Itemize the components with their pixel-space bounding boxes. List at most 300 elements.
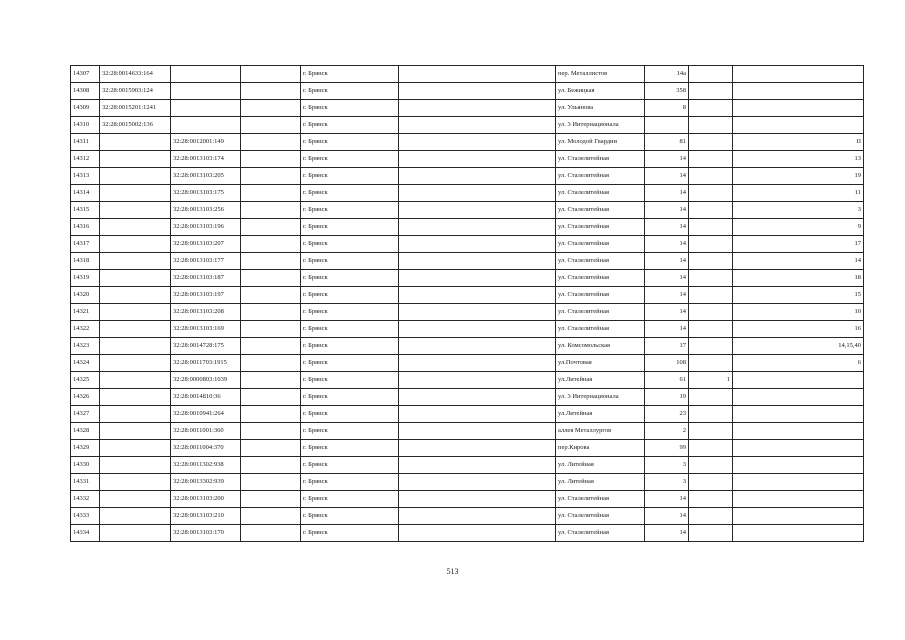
cell-cad-a (100, 389, 171, 406)
cell-house: 2 (645, 423, 689, 440)
cell-empty (241, 83, 301, 100)
cell-cad-b (171, 83, 241, 100)
cell-extra (733, 66, 864, 83)
cell-id: 14317 (71, 236, 100, 253)
table-row (71, 304, 864, 321)
cell-cad-b: 32:28:0014728:175 (171, 338, 241, 355)
cell-empty (241, 253, 301, 270)
cell-empty (399, 508, 556, 525)
cell-house: 8 (645, 100, 689, 117)
cell-house: 14 (645, 491, 689, 508)
table-row (71, 457, 864, 474)
cell-extra (733, 508, 864, 525)
cell-empty (399, 202, 556, 219)
cell-apt (689, 236, 733, 253)
cell-apt (689, 406, 733, 423)
cell-cad-b: 32:28:0013103:207 (171, 236, 241, 253)
table-row (71, 83, 864, 100)
cell-id: 14318 (71, 253, 100, 270)
cell-cad-b: 32:28:0011001:360 (171, 423, 241, 440)
cell-city: г. Брянск (301, 253, 399, 270)
cell-cad-a (100, 423, 171, 440)
cell-empty (241, 134, 301, 151)
cell-house: 14 (645, 219, 689, 236)
cell-id: 14324 (71, 355, 100, 372)
cell-cad-b: 32:28:0010941:264 (171, 406, 241, 423)
cell-street: ул. Бежицкая (556, 83, 645, 100)
table-row (71, 270, 864, 287)
cell-empty (241, 219, 301, 236)
cell-empty (399, 287, 556, 304)
cell-cad-a (100, 508, 171, 525)
cell-empty (399, 474, 556, 491)
cell-street: ул. Молодой Гвардии (556, 134, 645, 151)
cell-id: 14311 (71, 134, 100, 151)
cell-empty (241, 117, 301, 134)
table-row (71, 100, 864, 117)
cell-id: 14332 (71, 491, 100, 508)
cell-house: 14 (645, 236, 689, 253)
cell-cad-b: 32:28:0011302:938 (171, 457, 241, 474)
cell-id: 14312 (71, 151, 100, 168)
cell-empty (399, 270, 556, 287)
cell-cad-a (100, 525, 171, 542)
cell-apt (689, 355, 733, 372)
cell-house (645, 117, 689, 134)
cell-city: г. Брянск (301, 117, 399, 134)
cell-empty (241, 185, 301, 202)
cell-cad-b: 32:28:0013103:205 (171, 168, 241, 185)
cell-empty (241, 270, 301, 287)
cell-city: г. Брянск (301, 236, 399, 253)
cell-extra: 17 (733, 236, 864, 253)
cell-empty (241, 423, 301, 440)
cell-id: 14310 (71, 117, 100, 134)
cell-city: г. Брянск (301, 389, 399, 406)
cell-extra (733, 525, 864, 542)
cell-cad-b: 32:28:0013103:196 (171, 219, 241, 236)
cell-house: 14 (645, 304, 689, 321)
cell-cad-a (100, 219, 171, 236)
cell-city: г. Брянск (301, 321, 399, 338)
cell-cad-b: 32:28:0013103:169 (171, 321, 241, 338)
cell-extra (733, 117, 864, 134)
cell-extra: 13 (733, 151, 864, 168)
cell-street: ул. Сталелитейная (556, 185, 645, 202)
cell-house: 19 (645, 389, 689, 406)
cell-empty (241, 491, 301, 508)
cell-cad-a (100, 440, 171, 457)
cell-empty (241, 287, 301, 304)
cell-street: ул. Сталелитейная (556, 508, 645, 525)
cell-empty (399, 219, 556, 236)
cell-house: 14 (645, 321, 689, 338)
table-row (71, 321, 864, 338)
cell-cad-a (100, 236, 171, 253)
cell-cad-a: 32:28:0015903:124 (100, 83, 171, 100)
cell-apt (689, 423, 733, 440)
cell-cad-b: 32:28:0013302:939 (171, 474, 241, 491)
cell-id: 14322 (71, 321, 100, 338)
cell-cad-a (100, 372, 171, 389)
cell-extra: 18 (733, 270, 864, 287)
cell-city: г. Брянск (301, 134, 399, 151)
table-row (71, 491, 864, 508)
cell-id: 14328 (71, 423, 100, 440)
cell-id: 14315 (71, 202, 100, 219)
cell-apt (689, 270, 733, 287)
table-row (71, 440, 864, 457)
table-row (71, 355, 864, 372)
cell-city: г. Брянск (301, 355, 399, 372)
cell-extra: 16 (733, 321, 864, 338)
cell-city: г. Брянск (301, 491, 399, 508)
cell-empty (241, 66, 301, 83)
cell-extra: 15 (733, 287, 864, 304)
cell-extra (733, 440, 864, 457)
cell-empty (399, 440, 556, 457)
cell-empty (241, 100, 301, 117)
cell-house: 17 (645, 338, 689, 355)
cell-city: г. Брянск (301, 474, 399, 491)
cell-city: г. Брянск (301, 287, 399, 304)
cell-empty (241, 304, 301, 321)
table-row (71, 253, 864, 270)
cell-house: 14 (645, 185, 689, 202)
table-row (71, 202, 864, 219)
cell-house: 99 (645, 440, 689, 457)
cell-house: 14 (645, 151, 689, 168)
cell-cad-b: 32:28:0000803:1039 (171, 372, 241, 389)
cell-street: ул. Комсомольская (556, 338, 645, 355)
cell-cad-a: 32:28:0015201:1241 (100, 100, 171, 117)
cell-house: 14 (645, 270, 689, 287)
cell-apt (689, 321, 733, 338)
cell-apt (689, 474, 733, 491)
cell-street: ул. Сталелитейная (556, 287, 645, 304)
cell-apt (689, 134, 733, 151)
cell-apt (689, 66, 733, 83)
cell-extra (733, 406, 864, 423)
cell-extra: 10 (733, 304, 864, 321)
cell-empty (399, 389, 556, 406)
cell-empty (241, 457, 301, 474)
cell-cad-a (100, 457, 171, 474)
table-row (71, 287, 864, 304)
cell-house: 3 (645, 474, 689, 491)
cell-cad-a (100, 287, 171, 304)
cell-cad-a (100, 151, 171, 168)
cell-extra: 14 (733, 253, 864, 270)
table-row (71, 525, 864, 542)
cell-extra (733, 474, 864, 491)
cell-street: аллея Металлургов (556, 423, 645, 440)
cell-city: г. Брянск (301, 270, 399, 287)
cell-empty (399, 66, 556, 83)
cell-extra: 3 (733, 202, 864, 219)
cell-empty (241, 168, 301, 185)
cell-cad-b: 32:28:0013103:174 (171, 151, 241, 168)
cell-house: 358 (645, 83, 689, 100)
cell-id: 14326 (71, 389, 100, 406)
table-row (71, 66, 864, 83)
cell-id: 14325 (71, 372, 100, 389)
cell-city: г. Брянск (301, 202, 399, 219)
cell-city: г. Брянск (301, 304, 399, 321)
cell-empty (241, 321, 301, 338)
cell-city: г. Брянск (301, 83, 399, 100)
table-row (71, 117, 864, 134)
cell-id: 14330 (71, 457, 100, 474)
cell-empty (241, 440, 301, 457)
cell-empty (399, 321, 556, 338)
cell-empty (399, 372, 556, 389)
table-row (71, 423, 864, 440)
table-body (71, 66, 864, 542)
cell-cad-a (100, 321, 171, 338)
cell-empty (241, 151, 301, 168)
cell-extra: 11 (733, 185, 864, 202)
cell-house: 81 (645, 134, 689, 151)
cell-id: 14334 (71, 525, 100, 542)
cell-id: 14321 (71, 304, 100, 321)
cell-house: 3 (645, 457, 689, 474)
cell-street: ул. Сталелитейная (556, 236, 645, 253)
cell-apt (689, 440, 733, 457)
cell-empty (399, 304, 556, 321)
cell-house: 14а (645, 66, 689, 83)
cell-empty (399, 100, 556, 117)
cell-apt (689, 253, 733, 270)
cell-empty (241, 202, 301, 219)
cell-cad-a (100, 474, 171, 491)
cell-cad-a (100, 134, 171, 151)
cell-street: ул. Литейная (556, 474, 645, 491)
cell-street: пер. Металлистов (556, 66, 645, 83)
page-number: 513 (446, 567, 459, 576)
cell-empty (241, 508, 301, 525)
cell-street: ул. Сталелитейная (556, 525, 645, 542)
cell-cad-b: 32:28:0013103:197 (171, 287, 241, 304)
cell-cad-a (100, 270, 171, 287)
cell-street: ул. 3 Интернационала (556, 389, 645, 406)
cell-id: 14314 (71, 185, 100, 202)
cell-house: 23 (645, 406, 689, 423)
cell-city: г. Брянск (301, 440, 399, 457)
cell-empty (399, 117, 556, 134)
table-row (71, 151, 864, 168)
cell-empty (399, 338, 556, 355)
cell-house: 14 (645, 287, 689, 304)
cell-cad-b: 32:28:0013103:170 (171, 525, 241, 542)
cell-cad-a: 32:28:0014633:164 (100, 66, 171, 83)
cell-cad-a (100, 491, 171, 508)
cell-empty (241, 355, 301, 372)
cell-empty (241, 406, 301, 423)
cell-apt (689, 219, 733, 236)
cell-id: 14329 (71, 440, 100, 457)
cell-empty (399, 151, 556, 168)
cell-empty (241, 389, 301, 406)
cell-cad-b: 32:28:0011004:370 (171, 440, 241, 457)
cell-house: 14 (645, 508, 689, 525)
cell-empty (399, 185, 556, 202)
cell-city: г. Брянск (301, 168, 399, 185)
cell-empty (399, 525, 556, 542)
cell-cad-b: 32:28:0013103:177 (171, 253, 241, 270)
cell-street: ул. Литейная (556, 457, 645, 474)
cell-apt (689, 389, 733, 406)
table-row (71, 372, 864, 389)
cell-id: 14307 (71, 66, 100, 83)
cell-house: 14 (645, 525, 689, 542)
registry-table (70, 65, 864, 542)
cell-cad-b: 32:28:0011703:1915 (171, 355, 241, 372)
cell-city: г. Брянск (301, 406, 399, 423)
cell-city: г. Брянск (301, 185, 399, 202)
cell-street: ул. Сталелитейная (556, 270, 645, 287)
cell-apt (689, 457, 733, 474)
cell-extra (733, 457, 864, 474)
cell-id: 14331 (71, 474, 100, 491)
cell-empty (399, 236, 556, 253)
table-row (71, 389, 864, 406)
cell-city: г. Брянск (301, 219, 399, 236)
cell-id: 14308 (71, 83, 100, 100)
cell-empty (399, 491, 556, 508)
cell-street: ул. Сталелитейная (556, 253, 645, 270)
cell-empty (241, 474, 301, 491)
cell-cad-b: 32:28:0014810:36 (171, 389, 241, 406)
table-row (71, 219, 864, 236)
cell-apt (689, 117, 733, 134)
cell-city: г. Брянск (301, 66, 399, 83)
cell-extra: 14,15,40 (733, 338, 864, 355)
cell-empty (241, 372, 301, 389)
cell-empty (399, 253, 556, 270)
cell-extra (733, 389, 864, 406)
cell-cad-b: 32:28:0013103:256 (171, 202, 241, 219)
cell-cad-b: 32:28:0013103:208 (171, 304, 241, 321)
cell-cad-a (100, 253, 171, 270)
cell-extra: 9 (733, 219, 864, 236)
cell-empty (399, 134, 556, 151)
cell-id: 14319 (71, 270, 100, 287)
cell-cad-a (100, 406, 171, 423)
cell-city: г. Брянск (301, 372, 399, 389)
cell-extra: 6 (733, 355, 864, 372)
cell-apt (689, 304, 733, 321)
cell-street: ул. Сталелитейная (556, 321, 645, 338)
cell-cad-a: 32:28:0015002:136 (100, 117, 171, 134)
cell-street: ул. Сталелитейная (556, 168, 645, 185)
cell-empty (399, 83, 556, 100)
cell-street: ул. Сталелитейная (556, 304, 645, 321)
cell-apt (689, 100, 733, 117)
cell-street: ул. 3 Интернационала (556, 117, 645, 134)
table-row (71, 406, 864, 423)
cell-empty (399, 423, 556, 440)
cell-empty (399, 168, 556, 185)
cell-empty (241, 525, 301, 542)
cell-house: 14 (645, 202, 689, 219)
cell-cad-b: 32:28:0013103:175 (171, 185, 241, 202)
cell-empty (241, 338, 301, 355)
cell-street: ул.Литейная (556, 372, 645, 389)
cell-city: г. Брянск (301, 423, 399, 440)
cell-id: 14313 (71, 168, 100, 185)
cell-empty (241, 236, 301, 253)
table-row (71, 474, 864, 491)
cell-empty (399, 406, 556, 423)
cell-city: г. Брянск (301, 151, 399, 168)
cell-extra: 19 (733, 168, 864, 185)
cell-apt (689, 168, 733, 185)
cell-apt (689, 338, 733, 355)
cell-city: г. Брянск (301, 457, 399, 474)
cell-extra (733, 100, 864, 117)
cell-city: г. Брянск (301, 525, 399, 542)
cell-street: ул. Сталелитейная (556, 219, 645, 236)
cell-cad-a (100, 185, 171, 202)
cell-apt (689, 525, 733, 542)
cell-cad-b (171, 66, 241, 83)
cell-cad-a (100, 304, 171, 321)
cell-house: 14 (645, 168, 689, 185)
cell-house: 14 (645, 253, 689, 270)
cell-city: г. Брянск (301, 100, 399, 117)
cell-apt: 1 (689, 372, 733, 389)
cell-house: 61 (645, 372, 689, 389)
cell-extra (733, 83, 864, 100)
cell-cad-a (100, 355, 171, 372)
cell-apt (689, 508, 733, 525)
cell-apt (689, 151, 733, 168)
table-row (71, 134, 864, 151)
cell-street: ул.Почтовая (556, 355, 645, 372)
cell-apt (689, 202, 733, 219)
cell-cad-a (100, 202, 171, 219)
cell-street: ул. Сталелитейная (556, 151, 645, 168)
table-row (71, 508, 864, 525)
table-row (71, 185, 864, 202)
cell-extra (733, 372, 864, 389)
cell-extra (733, 423, 864, 440)
cell-cad-a (100, 338, 171, 355)
cell-id: 14320 (71, 287, 100, 304)
cell-cad-a (100, 168, 171, 185)
cell-city: г. Брянск (301, 338, 399, 355)
cell-apt (689, 491, 733, 508)
cell-house: 108 (645, 355, 689, 372)
cell-street: пер.Кирова (556, 440, 645, 457)
cell-extra: II (733, 134, 864, 151)
table-row (71, 338, 864, 355)
cell-cad-b (171, 117, 241, 134)
cell-cad-b: 32:28:0012001:149 (171, 134, 241, 151)
cell-city: г. Брянск (301, 508, 399, 525)
cell-id: 14333 (71, 508, 100, 525)
cell-cad-b: 32:28:0013103:187 (171, 270, 241, 287)
cell-id: 14323 (71, 338, 100, 355)
cell-cad-b: 32:28:0013103:210 (171, 508, 241, 525)
cell-extra (733, 491, 864, 508)
cell-street: ул. Сталелитейная (556, 202, 645, 219)
table-row (71, 236, 864, 253)
cell-id: 14316 (71, 219, 100, 236)
table-row (71, 168, 864, 185)
cell-apt (689, 83, 733, 100)
